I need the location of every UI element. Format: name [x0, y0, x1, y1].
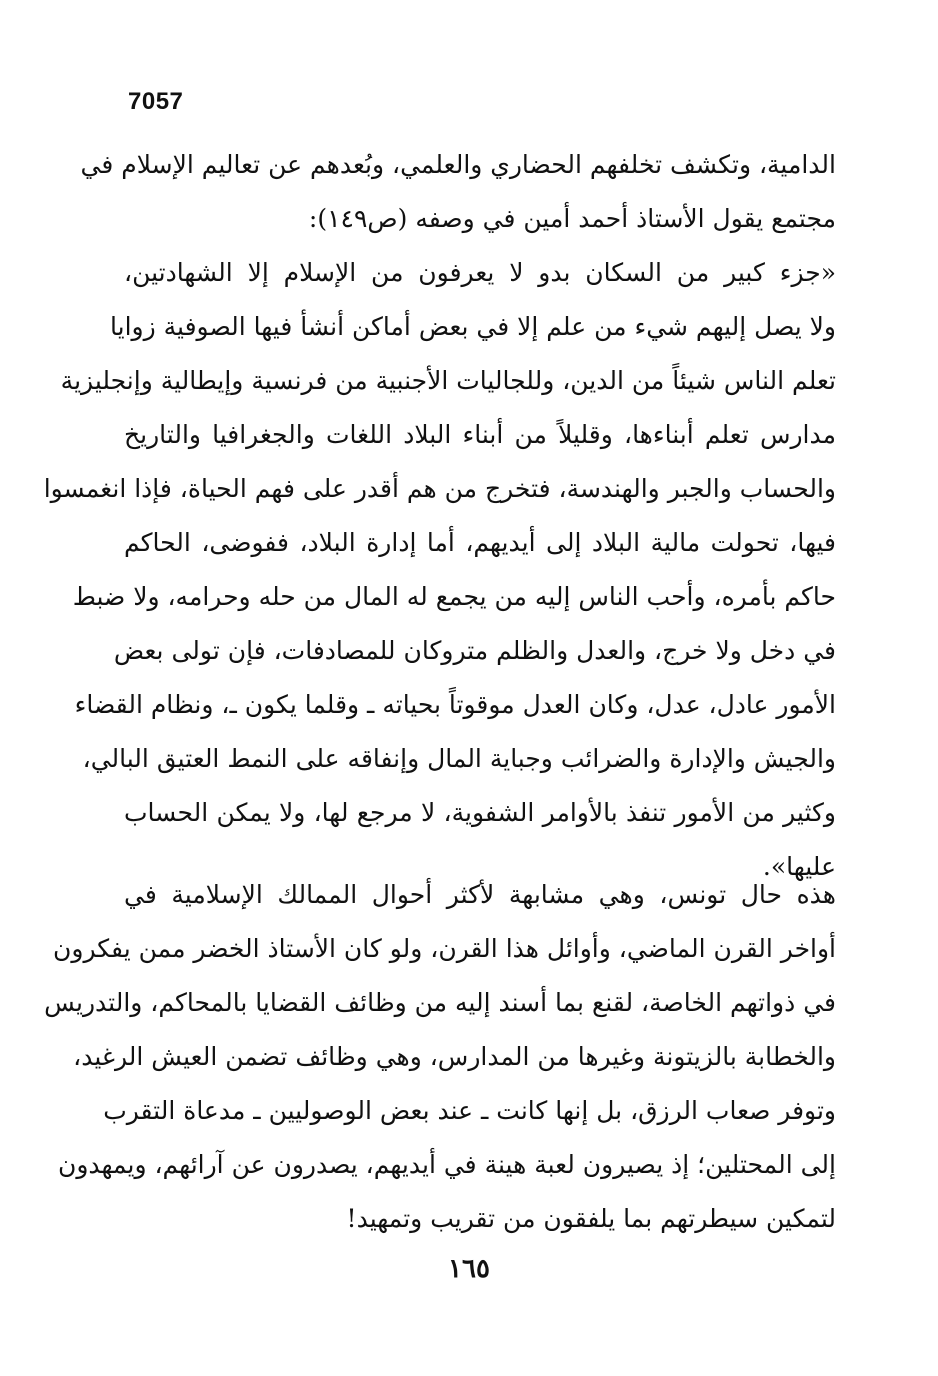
- text-line: في دخل ولا خرج، والعدل والظلم متروكان للمصادفات، فإن تولى بعض: [113, 636, 836, 665]
- page-number: ١٦٥: [448, 1254, 490, 1284]
- text-line: هذه حال تونس، وهي مشابهة لأكثر أحوال الممالك الإسلامية في: [124, 880, 836, 909]
- text-line: والجيش والإدارة والضرائب وجباية المال وإنفاقه على النمط العتيق البالي،: [82, 744, 836, 773]
- text-line: مجتمع يقول الأستاذ أحمد أمين في وصفه (ص١٤٩):: [308, 204, 836, 233]
- text-line: لتمكين سيطرتهم بما يلفقون من تقريب وتمهيد!: [346, 1204, 836, 1233]
- text-line: إلى المحتلين؛ إذ يصيرون لعبة هينة في أيديهم، يصدرون عن آرائهم، ويمهدون: [57, 1150, 836, 1179]
- paragraph-tunis: [44, 868, 836, 1246]
- text-line: ولا يصل إليهم شيء من علم إلا في بعض أماكن أنشأ فيها الصوفية زوايا: [110, 312, 836, 341]
- text-line: والحساب والجبر والهندسة، فتخرج من هم أقدر على فهم الحياة، فإذا انغمسوا: [43, 474, 836, 503]
- text-line: أواخر القرن الماضي، وأوائل هذا القرن، ولو كان الأستاذ الخضر ممن يفكرون: [53, 934, 836, 963]
- text-line: الدامية، وتكشف تخلفهم الحضاري والعلمي، وبُعدهم عن تعاليم الإسلام في: [80, 150, 836, 179]
- text-line: في ذواتهم الخاصة، لقنع بما أسند إليه من وظائف القضايا بالمحاكم، والتدريس: [44, 988, 836, 1017]
- text-line: والخطابة بالزيتونة وغيرها من المدارس، وهي وظائف تضمن العيش الرغيد،: [73, 1042, 836, 1071]
- text-line: وتوفر صعاب الرزق، بل إنها كانت ـ عند بعض الوصوليين ـ مدعاة التقرب: [103, 1096, 836, 1125]
- text-line: مدارس تعلم أبناءها، وقليلاً من أبناء البلاد اللغات والجغرافيا والتاريخ: [124, 420, 836, 449]
- text-line: عليها».: [762, 852, 836, 881]
- paragraph-intro: [80, 138, 836, 246]
- text-line: «جزء كبير من السكان بدو لا يعرفون من الإسلام إلا الشهادتين،: [124, 258, 836, 287]
- text-line: تعلم الناس شيئاً من الدين، وللجاليات الأجنبية من فرنسية وإيطالية وإنجليزية: [60, 366, 836, 395]
- text-line: حاكم بأمره، وأحب الناس إليه من يجمع له المال من حله وحرامه، ولا ضبط: [72, 582, 836, 611]
- page-id: 7057: [128, 88, 184, 115]
- text-line: فيها، تحولت مالية البلاد إلى أيديهم، أما إدارة البلاد، ففوضى، الحاكم: [124, 528, 836, 557]
- text-line: وكثير من الأمور تنفذ بالأوامر الشفوية، لا مرجع لها، ولا يمكن الحساب: [124, 798, 836, 827]
- text-line: الأمور عادل، عدل، وكان العدل موقوتاً بحياته ـ وقلما يكون ـ، ونظام القضاء: [74, 690, 836, 719]
- paragraph-quotation: [43, 246, 836, 894]
